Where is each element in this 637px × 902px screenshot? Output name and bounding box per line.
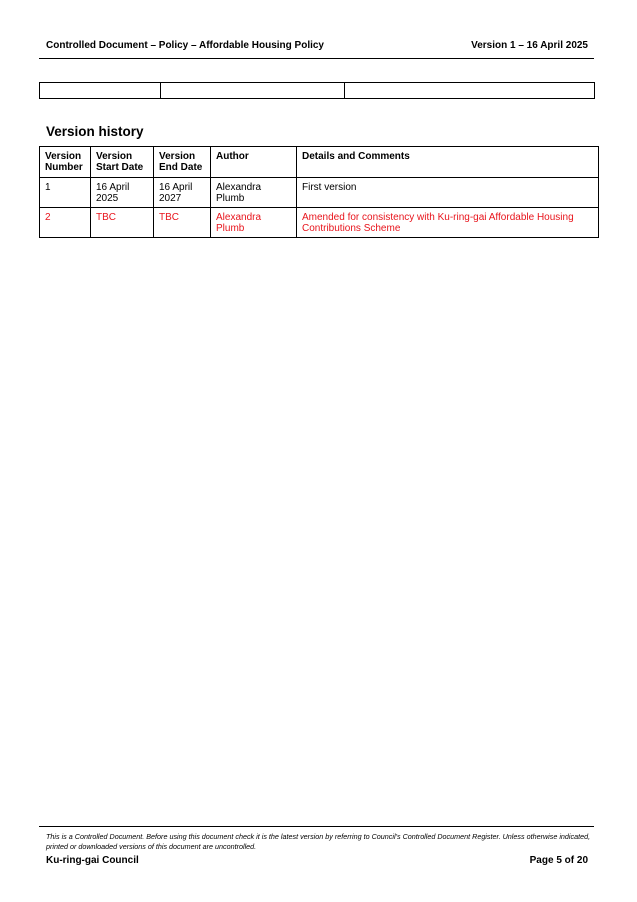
cell-start-date: TBC [91,208,154,238]
header-divider [39,58,594,59]
cell-version-number: 1 [40,178,91,208]
controlled-document-notice: This is a Controlled Document. Before using this document check it is the latest version by referring to Council’s Controlled Document Register. Unless otherwise indicated, printed or downloaded versions of this document are uncontrolled. [46,832,591,851]
column-header-end-date: Version End Date [154,147,211,178]
empty-table-row [40,83,595,99]
cell-details: First version [297,178,599,208]
cell-author: Alexandra Plumb [211,178,297,208]
version-history-table [39,146,599,238]
table-row [40,178,599,208]
column-header-start-date: Version Start Date [91,147,154,178]
cell-version-number: 2 [40,208,91,238]
empty-cell [161,83,345,99]
empty-cell [40,83,161,99]
column-header-version-number: Version Number [40,147,91,178]
column-header-author: Author [211,147,297,178]
cell-author: Alexandra Plumb [211,208,297,238]
document-version: Version 1 – 16 April 2025 [471,40,588,51]
table-header-row [40,147,599,178]
cell-start-date: 16 April 2025 [91,178,154,208]
page-number: Page 5 of 20 [529,855,588,866]
cell-end-date: TBC [154,208,211,238]
document-title: Controlled Document – Policy – Affordable Housing Policy [46,40,324,51]
table-row [40,208,599,238]
footer-divider [39,826,594,827]
column-header-details: Details and Comments [297,147,599,178]
version-history-heading: Version history [46,124,144,139]
empty-cell [345,83,595,99]
cell-details: Amended for consistency with Ku-ring-gai Affordable Housing Contributions Scheme [297,208,599,238]
empty-table [39,82,595,99]
organisation-name: Ku-ring-gai Council [46,855,139,866]
cell-end-date: 16 April 2027 [154,178,211,208]
page-header [46,40,588,54]
